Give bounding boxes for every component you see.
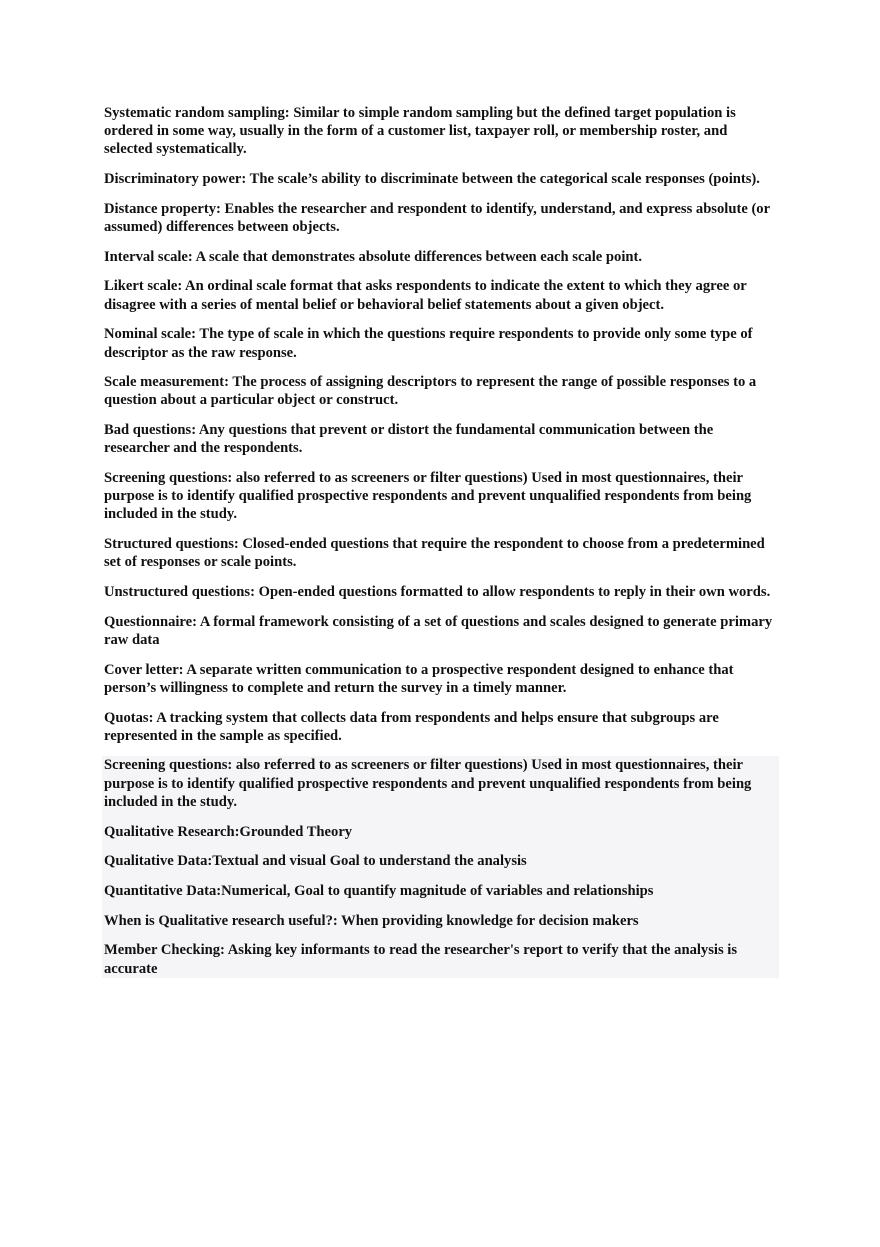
definition-likert-scale: Likert scale: An ordinal scale format that asks respondents to indicate the extent to which they agree or disagree with a series of mental belief or behavioral belief statements about a given object. [104,278,747,313]
definition-quotas: Quotas: A tracking system that collects data from respondents and helps ensure that subgroups are represented in the sample as specified. [104,709,719,744]
definition-questionnaire: Questionnaire: A formal framework consisting of a set of questions and scales designed to generate primary raw data [104,613,773,648]
definition-nominal-scale: Nominal scale: The type of scale in which the questions require respondents to provide only some type of descriptor as the raw response. [104,326,753,361]
document-body [104,104,777,978]
definition-interval-scale: Interval scale: A scale that demonstrates absolute differences between each scale point. [104,248,642,265]
definition-structured-questions: Structured questions: Closed-ended questions that require the respondent to choose from a predetermined set of responses or scale points. [104,536,765,571]
definition-cover-letter: Cover letter: A separate written communication to a prospective respondent designed to enhance that person’s willingness to complete and return the survey in a timely manner. [104,661,734,696]
definition-screening-questions: Screening questions: also referred to as screeners or filter questions) Used in most questionnaires, their purpose is to identify qualified prospective respondents and prevent unqualified respondents from being included in the study. [104,470,752,523]
definition-discriminatory-power: Discriminatory power: The scale’s ability to discriminate between the categorical scale responses (points). [104,171,760,188]
definition-qualitative-data: Qualitative Data:Textual and visual Goal to understand the analysis [104,853,527,870]
definition-scale-measurement: Scale measurement: The process of assigning descriptors to represent the range of possible responses to a question about a particular object or construct. [104,374,757,409]
definition-member-checking: Member Checking: Asking key informants to read the researcher's report to verify that the analysis is accurate [104,942,738,977]
definition-qualitative-research: Qualitative Research:Grounded Theory [104,823,353,840]
definition-quantitative-data: Quantitative Data:Numerical, Goal to quantify magnitude of variables and relationships [104,883,654,899]
highlighted-section [102,756,779,977]
definition-screening-questions-repeat: Screening questions: also referred to as screeners or filter questions) Used in most questionnaires, their purpose is to identify qualified prospective respondents and prevent unqualified respondents from being included in the study. [104,757,752,810]
definition-distance-property: Distance property: Enables the researcher and respondent to identify, understand, and express absolute (or assumed) differences between objects. [104,200,770,236]
definition-systematic-random-sampling: Systematic random sampling: Similar to simple random sampling but the defined target population is ordered in some way, usually in the form of a customer list, taxpayer roll, or membership roster, and selected systematically. [104,105,736,158]
definition-unstructured-questions: Unstructured questions: Open-ended questions formatted to allow respondents to reply in their own words. [104,584,771,601]
definition-bad-questions: Bad questions: Any questions that prevent or distort the fundamental communication between the researcher and the respondents. [104,422,714,457]
definition-qualitative-usefulness: When is Qualitative research useful?: When providing knowledge for decision makers [104,912,639,929]
